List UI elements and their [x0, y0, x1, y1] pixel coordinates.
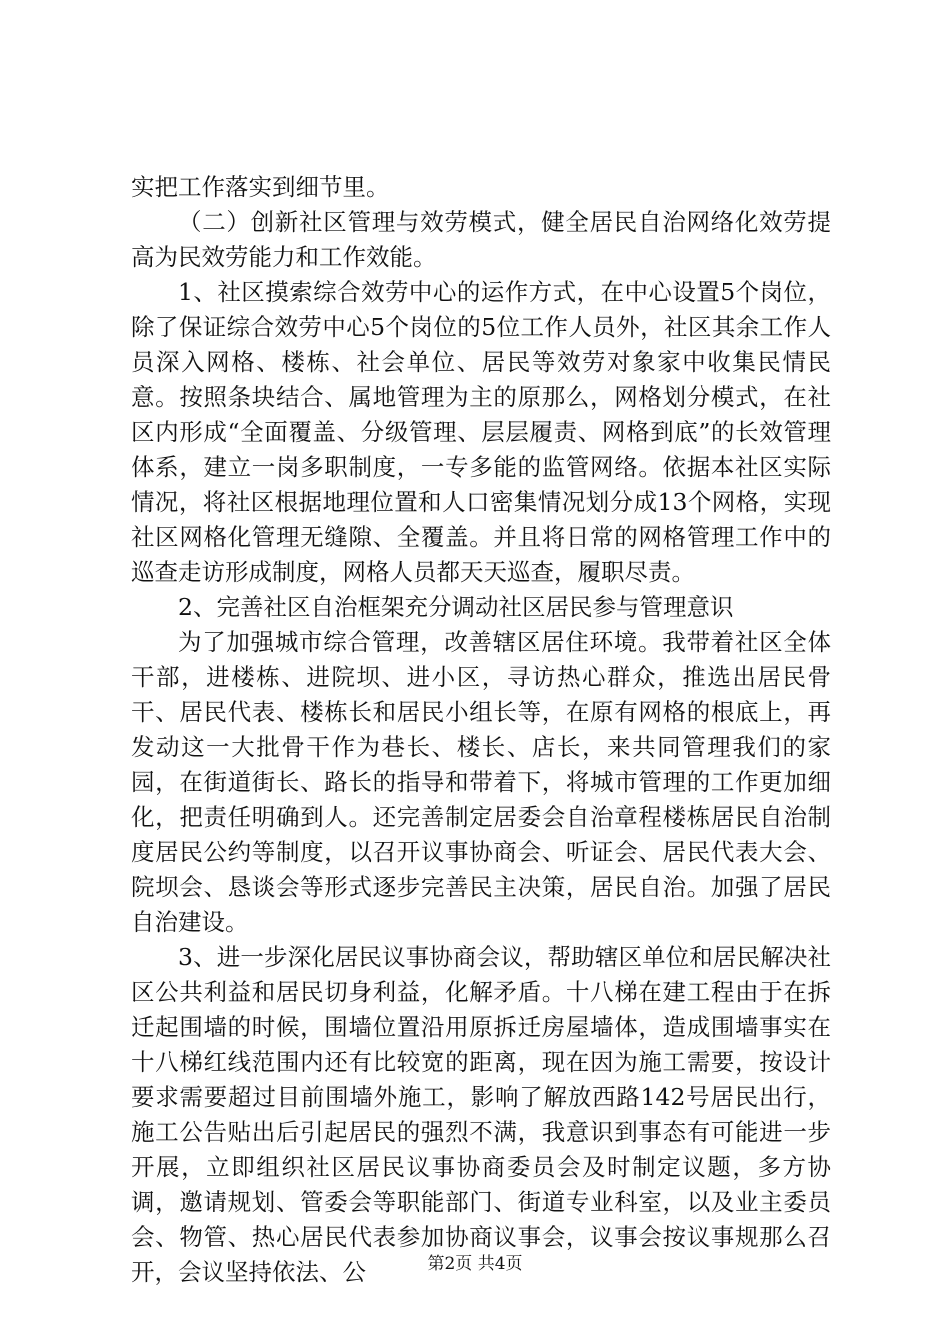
paragraph: （二）创新社区管理与效劳模式，健全居民自治网络化效劳提高为民效劳能力和工作效能。: [131, 208, 831, 271]
paragraph: 实把工作落实到细节里。: [131, 173, 390, 201]
paragraph: 2、完善社区自治框架充分调动社区居民参与管理意识: [178, 593, 734, 621]
document-body: [131, 170, 831, 1290]
paragraph: 3、进一步深化居民议事协商会议，帮助辖区单位和居民解决社区公共利益和居民切身利益，化解矛盾。十八梯在建工程由于在拆迁起围墙的时候，围墙位置沿用原拆迁房屋墙体，造成围墙事实在十八梯红线范围内还有比较宽的距离，现在因为施工需要，按设计要求需要超过目前围墙外施工，影响了解放西路142号居民出行，施工公告贴出后引起居民的强烈不满，我意识到事态有可能进一步开展，立即组织社区居民议事协商委员会及时制定议题，多方协调，邀请规划、管委会等职能部门、街道专业科室，以及业主委员会、物管、热心居民代表参加协商议事会，议事会按议事规那么召开，会议坚持依法、公: [131, 943, 831, 1286]
paragraph: 1、社区摸索综合效劳中心的运作方式，在中心设置5个岗位，除了保证综合效劳中心5个岗位的5位工作人员外，社区其余工作人员深入网格、楼栋、社会单位、居民等效劳对象家中收集民情民意。按照条块结合、属地管理为主的原那么，网格划分模式，在社区内形成“全面覆盖、分级管理、层层履责、网格到底”的长效管理体系，建立一岗多职制度，一专多能的监管网络。依据本社区实际情况，将社区根据地理位置和人口密集情况划分成13个网格，实现社区网格化管理无缝隙、全覆盖。并且将日常的网格管理工作中的巡查走访形成制度，网格人员都天天巡查，履职尽责。: [131, 278, 831, 586]
paragraph: 为了加强城市综合管理，改善辖区居住环境。我带着社区全体干部，进楼栋、进院坝、进小区，寻访热心群众，推选出居民骨干、居民代表、楼栋长和居民小组长等，在原有网格的根底上，再发动这一大批骨干作为巷长、楼长、店长，来共同管理我们的家园，在街道街长、路长的指导和带着下，将城市管理的工作更加细化，把责任明确到人。还完善制定居委会自治章程楼栋居民自治制度居民公约等制度，以召开议事协商会、听证会、居民代表大会、院坝会、恳谈会等形式逐步完善民主决策，居民自治。加强了居民自治建设。: [131, 628, 831, 936]
page-footer: 第2页 共4页: [427, 1254, 523, 1274]
